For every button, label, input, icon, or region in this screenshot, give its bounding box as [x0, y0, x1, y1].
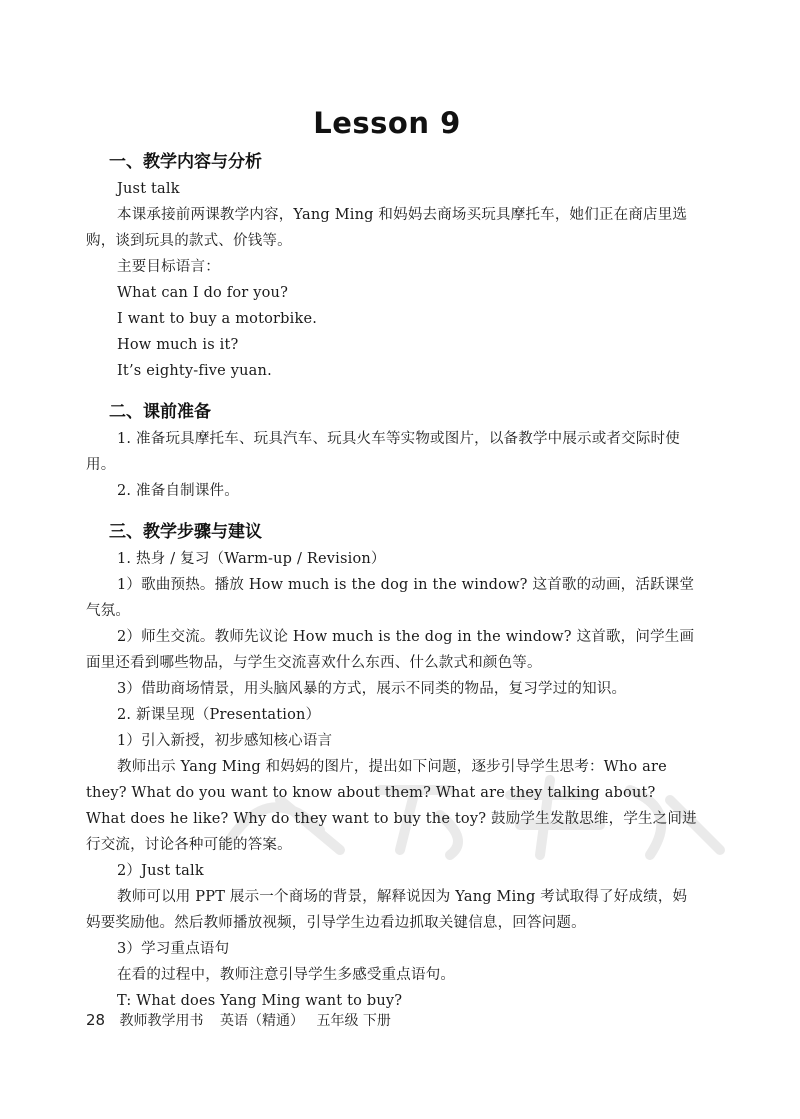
paragraph: T: What does Yang Ming want to buy?: [117, 993, 403, 1009]
paragraph: 1）歌曲预热。播放 How much is the dog in the window? 这首歌的动画，活跃课堂气氛。: [86, 577, 695, 619]
section-heading-preparation: 二、课前准备: [109, 402, 211, 422]
target-sentence: What can I do for you?: [117, 285, 289, 301]
page-number: 28: [86, 1011, 106, 1029]
main-content: [86, 150, 698, 1014]
paragraph: 在看的过程中，教师注意引导学生多感受重点语句。: [117, 967, 456, 983]
paragraph: 2. 新课呈现（Presentation）: [117, 707, 321, 723]
paragraph: 1. 准备玩具摩托车、玩具汽车、玩具火车等实物或图片，以备教学中展示或者交际时使用。: [86, 431, 680, 473]
paragraph: 教师可以用 PPT 展示一个商场的背景，解释说因为 Yang Ming 考试取得了好成绩，妈妈要奖励他。然后教师播放视频，引导学生边看边抓取关键信息，回答问题。: [86, 889, 688, 931]
paragraph: 3）学习重点语句: [117, 941, 230, 957]
target-sentence: It’s eighty-five yuan.: [117, 363, 272, 379]
lesson-title: Lesson 9: [313, 106, 461, 140]
paragraph: Just talk: [117, 181, 180, 197]
target-sentence: I want to buy a motorbike.: [117, 311, 318, 327]
paragraph: 2）Just talk: [117, 863, 204, 879]
section-heading-teaching-steps: 三、教学步骤与建议: [109, 522, 262, 542]
paragraph: 2. 准备自制课件。: [117, 483, 239, 499]
paragraph: 1. 热身 / 复习（Warm-up / Revision）: [117, 551, 386, 567]
paragraph: 3）借助商场情景，用头脑风暴的方式，展示不同类的物品，复习学过的知识。: [117, 681, 627, 697]
page-footer: [86, 1010, 391, 1030]
book-subject: 英语（精通）: [220, 1013, 304, 1029]
paragraph: 1）引入新授，初步感知核心语言: [117, 733, 333, 749]
paragraph: 2）师生交流。教师先议论 How much is the dog in the window? 这首歌，问学生画面里还看到哪些物品，与学生交流喜欢什么东西、什么款式和颜色等。: [86, 629, 695, 671]
paragraph: 主要目标语言：: [117, 259, 220, 275]
book-grade: 五年级 下册: [316, 1013, 391, 1029]
target-sentence: How much is it?: [117, 337, 239, 353]
paragraph: 本课承接前两课教学内容，Yang Ming 和妈妈去商场买玩具摩托车，她们正在商店里选购，谈到玩具的款式、价钱等。: [86, 207, 688, 249]
book-title: 教师教学用书: [119, 1013, 204, 1029]
paragraph: 教师出示 Yang Ming 和妈妈的图片，提出如下问题，逐步引导学生思考：Who are they? What do you want to know about them? What are they talking about? What does he like? Why do they want to buy the toy? 鼓励学生发散思维，学生之间进行交流，讨论各种可能的答案。: [86, 759, 697, 853]
section-heading-content-analysis: 一、教学内容与分析: [109, 152, 262, 172]
